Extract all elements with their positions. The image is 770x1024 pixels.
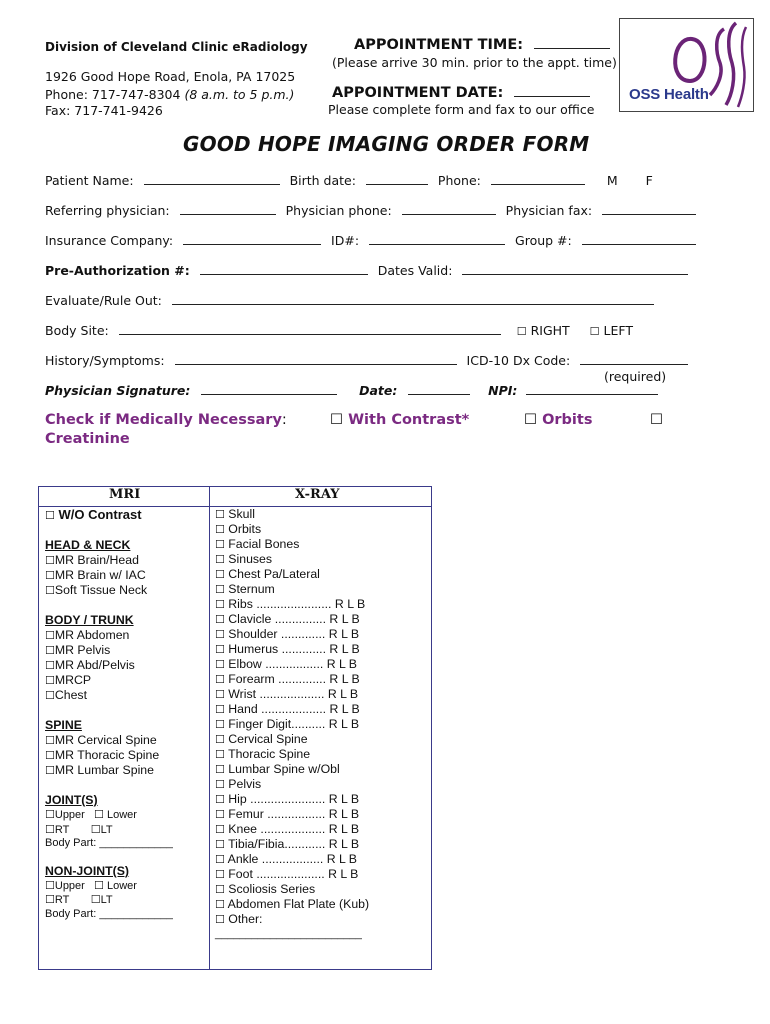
head-neck-heading: HEAD & NECK bbox=[45, 538, 131, 552]
xray-item[interactable] bbox=[215, 747, 429, 762]
xray-item-label: Ribs ...................... R L B bbox=[228, 597, 366, 611]
xray-checkbox[interactable]: ☐ bbox=[215, 673, 225, 686]
xray-item-label: Scoliosis Series bbox=[228, 882, 316, 896]
joint-rt-option[interactable]: ☐RT bbox=[45, 822, 70, 836]
column-divider bbox=[209, 487, 210, 969]
xray-checkbox[interactable]: ☐ bbox=[215, 883, 225, 896]
xray-checkbox[interactable]: ☐ bbox=[215, 658, 225, 671]
patient-phone-field[interactable] bbox=[491, 173, 585, 185]
dates-valid-label: Dates Valid: bbox=[377, 263, 453, 278]
logo-text: OSS Health bbox=[629, 86, 709, 103]
xray-checkbox[interactable]: ☐ bbox=[215, 778, 225, 791]
appointment-time-field[interactable] bbox=[534, 37, 610, 49]
orbits-label: Orbits bbox=[542, 412, 593, 428]
phone-number: 717-747-8304 bbox=[91, 87, 181, 102]
group-field[interactable] bbox=[582, 233, 696, 245]
xray-checkbox[interactable]: ☐ bbox=[215, 808, 225, 821]
creatinine-label: Creatinine bbox=[45, 431, 130, 447]
xray-checkbox[interactable]: ☐ bbox=[215, 508, 225, 521]
nonjoint-rt-option[interactable]: ☐RT bbox=[45, 893, 70, 907]
nonjoint-heading: NON-JOINT(S) bbox=[45, 863, 130, 878]
xray-item[interactable] bbox=[215, 612, 429, 627]
sex-m-option[interactable]: M bbox=[606, 173, 618, 188]
physician-phone-label: Physician phone: bbox=[285, 203, 392, 218]
with-contrast-checkbox[interactable]: ☐ bbox=[330, 412, 343, 428]
xray-item-label: Knee ................... R L B bbox=[228, 822, 360, 836]
right-label: RIGHT bbox=[530, 323, 570, 338]
mri-list bbox=[45, 507, 207, 922]
xray-checkbox[interactable]: ☐ bbox=[215, 868, 225, 881]
xray-item-label: Skull bbox=[228, 507, 255, 521]
xray-item[interactable] bbox=[215, 627, 429, 642]
xray-item[interactable] bbox=[215, 867, 429, 882]
insurance-label: Insurance Company: bbox=[45, 233, 174, 248]
referring-row bbox=[45, 203, 696, 218]
mri-item-thoracic-spine[interactable]: ☐MR Thoracic Spine bbox=[45, 748, 160, 762]
with-contrast-option[interactable] bbox=[330, 412, 469, 428]
address: 1926 Good Hope Road, Enola, PA 17025 bbox=[45, 69, 296, 84]
nonjoint-lower-option[interactable]: ☐ Lower bbox=[94, 878, 137, 892]
xray-item-label: Lumbar Spine w/Obl bbox=[228, 762, 340, 776]
xray-item[interactable] bbox=[215, 852, 429, 867]
xray-item[interactable] bbox=[215, 807, 429, 822]
patient-name-row bbox=[45, 173, 653, 188]
xray-checkbox[interactable]: ☐ bbox=[215, 733, 225, 746]
patient-name-label: Patient Name: bbox=[45, 173, 134, 188]
xray-item[interactable] bbox=[215, 777, 429, 792]
preauth-row bbox=[45, 263, 688, 278]
mri-item-abd-pelvis[interactable]: ☐MR Abd/Pelvis bbox=[45, 658, 135, 672]
xray-checkbox[interactable]: ☐ bbox=[215, 628, 225, 641]
left-label: LEFT bbox=[603, 323, 633, 338]
joint-heading: JOINT(S) bbox=[45, 793, 98, 807]
xray-item-label: Hand ................... R L B bbox=[228, 702, 360, 716]
xray-item-label: Other: bbox=[228, 912, 263, 926]
xray-checkbox[interactable]: ☐ bbox=[215, 853, 225, 866]
history-row bbox=[45, 353, 688, 368]
form-title: GOOD HOPE IMAGING ORDER FORM bbox=[183, 132, 590, 156]
mri-item-soft-tissue-neck[interactable]: ☐Soft Tissue Neck bbox=[45, 583, 148, 597]
preauth-label: Pre-Authorization #: bbox=[45, 263, 190, 278]
body-site-field[interactable] bbox=[119, 323, 501, 335]
oss-health-logo bbox=[619, 18, 754, 112]
physician-fax-field[interactable] bbox=[602, 203, 696, 215]
spine-heading: SPINE bbox=[45, 718, 82, 732]
joint-options bbox=[45, 808, 207, 851]
xray-checkbox[interactable]: ☐ bbox=[215, 523, 225, 536]
id-label: ID#: bbox=[331, 233, 360, 248]
xray-item-label: Finger Digit.......... R L B bbox=[228, 717, 360, 731]
xray-item[interactable] bbox=[215, 582, 429, 597]
xray-item[interactable] bbox=[215, 702, 429, 717]
xray-item[interactable] bbox=[215, 522, 429, 537]
icd-required-note: (required) bbox=[604, 369, 667, 384]
division-name: Division of Cleveland Clinic eRadiology bbox=[45, 40, 308, 54]
right-checkbox[interactable]: ☐ bbox=[516, 325, 527, 338]
nonjoint-lt-option[interactable]: ☐LT bbox=[90, 893, 113, 907]
xray-checkbox[interactable]: ☐ bbox=[215, 553, 225, 566]
xray-item[interactable] bbox=[215, 642, 429, 657]
appointment-time-note: (Please arrive 30 min. prior to the appt. time) bbox=[332, 55, 617, 70]
xray-item-label: Sinuses bbox=[228, 552, 273, 566]
xray-item-label: Pelvis bbox=[228, 777, 262, 791]
xray-item[interactable] bbox=[215, 897, 429, 912]
physician-fax-label: Physician fax: bbox=[505, 203, 593, 218]
patient-name-field[interactable] bbox=[144, 173, 280, 185]
xray-item-label: Sternum bbox=[228, 582, 275, 596]
body-site-label: Body Site: bbox=[45, 323, 109, 338]
xray-item-label: Foot .................... R L B bbox=[228, 867, 359, 881]
xray-checkbox[interactable]: ☐ bbox=[215, 703, 225, 716]
xray-item[interactable] bbox=[215, 837, 429, 852]
icd-label: ICD-10 Dx Code: bbox=[466, 353, 571, 368]
xray-item-label: Shoulder ............. R L B bbox=[228, 627, 360, 641]
appointment-date-note: Please complete form and fax to our office bbox=[328, 102, 595, 117]
xray-item-label: Orbits bbox=[228, 522, 262, 536]
phone-line bbox=[45, 87, 294, 102]
mri-item-brain-iac[interactable]: ☐MR Brain w/ IAC bbox=[45, 568, 146, 582]
xray-item-label: Humerus ............. R L B bbox=[228, 642, 360, 656]
mri-header: MRI bbox=[109, 487, 141, 502]
xray-item[interactable] bbox=[215, 762, 429, 777]
creatinine-checkbox[interactable]: ☐ bbox=[650, 412, 663, 428]
appointment-date-field[interactable] bbox=[514, 85, 590, 97]
orbits-checkbox[interactable]: ☐ bbox=[524, 412, 537, 428]
xray-item-label: Forearm .............. R L B bbox=[228, 672, 360, 686]
xray-item-label: Femur ................. R L B bbox=[228, 807, 360, 821]
medically-necessary-label: Check if Medically Necessary bbox=[45, 412, 282, 428]
xray-item-label: Tibia/Fibia............ R L B bbox=[228, 837, 360, 851]
xray-item[interactable] bbox=[215, 597, 429, 612]
xray-item-label: Wrist ................... R L B bbox=[228, 687, 359, 701]
mri-item-brain-head[interactable]: ☐MR Brain/Head bbox=[45, 553, 139, 567]
xray-item[interactable] bbox=[215, 507, 429, 522]
birth-date-label: Birth date: bbox=[289, 173, 356, 188]
with-contrast-label: With Contrast* bbox=[348, 412, 470, 428]
appointment-date-label: APPOINTMENT DATE: bbox=[332, 85, 590, 101]
physician-phone-field[interactable] bbox=[402, 203, 496, 215]
xray-item-label: Clavicle ............... R L B bbox=[228, 612, 360, 626]
xray-item[interactable] bbox=[215, 672, 429, 687]
xray-item-label: Hip ...................... R L B bbox=[228, 792, 360, 806]
xray-header: X-RAY bbox=[295, 487, 340, 502]
xray-checkbox[interactable]: ☐ bbox=[215, 583, 225, 596]
xray-checkbox[interactable]: ☐ bbox=[215, 568, 225, 581]
xray-checkbox[interactable]: ☐ bbox=[215, 643, 225, 656]
phone-label: Phone: bbox=[45, 87, 92, 102]
mri-item-mrcp[interactable]: ☐MRCP bbox=[45, 673, 92, 687]
mri-item-abdomen[interactable]: ☐MR Abdomen bbox=[45, 628, 130, 642]
xray-item[interactable] bbox=[215, 657, 429, 672]
body-site-row bbox=[45, 323, 633, 338]
order-table bbox=[38, 486, 432, 970]
date-label: Date bbox=[359, 383, 393, 398]
xray-list bbox=[215, 507, 429, 927]
birth-date-field[interactable] bbox=[366, 173, 428, 185]
wo-contrast-option[interactable]: ☐ W/O Contrast bbox=[45, 507, 142, 522]
xray-item[interactable] bbox=[215, 732, 429, 747]
evaluate-field[interactable] bbox=[172, 293, 654, 305]
signature-label: Physician Signature bbox=[45, 383, 186, 398]
insurance-field[interactable] bbox=[183, 233, 321, 245]
insurance-row bbox=[45, 233, 696, 248]
xray-item-label: Facial Bones bbox=[228, 537, 300, 551]
orbits-option[interactable] bbox=[524, 412, 592, 428]
xray-item[interactable] bbox=[215, 717, 429, 732]
evaluate-row bbox=[45, 293, 654, 308]
npi-label: NPI: bbox=[488, 383, 518, 398]
group-label: Group #: bbox=[515, 233, 572, 248]
id-field[interactable] bbox=[369, 233, 505, 245]
xray-item[interactable] bbox=[215, 687, 429, 702]
history-label: History/Symptoms: bbox=[45, 353, 165, 368]
nonjoint-body-part-field[interactable]: Body Part: ____________ bbox=[45, 907, 173, 920]
xray-checkbox[interactable]: ☐ bbox=[215, 748, 225, 761]
mri-item-pelvis[interactable]: ☐MR Pelvis bbox=[45, 643, 111, 657]
xray-item-label: Abdomen Flat Plate (Kub) bbox=[227, 897, 370, 911]
xray-checkbox[interactable]: ☐ bbox=[215, 898, 225, 911]
phone-label-field: Phone: bbox=[437, 173, 481, 188]
xray-item-label: Elbow ................. R L B bbox=[228, 657, 357, 671]
xray-item-label: Chest Pa/Lateral bbox=[228, 567, 320, 581]
xray-checkbox[interactable]: ☐ bbox=[215, 538, 225, 551]
xray-checkbox[interactable]: ☐ bbox=[215, 823, 225, 836]
xray-checkbox[interactable]: ☐ bbox=[215, 763, 225, 776]
appointment-time-label: APPOINTMENT TIME: bbox=[354, 37, 610, 53]
joint-lower-option[interactable]: ☐ Lower bbox=[94, 808, 137, 821]
icd-field[interactable] bbox=[580, 353, 688, 365]
xray-other-line[interactable]: ________________________ bbox=[215, 928, 362, 940]
mri-item-cervical-spine[interactable]: ☐MR Cervical Spine bbox=[45, 733, 157, 747]
xray-item[interactable] bbox=[215, 912, 429, 927]
xray-item[interactable] bbox=[215, 537, 429, 552]
xray-checkbox[interactable]: ☐ bbox=[215, 793, 225, 806]
xray-item[interactable] bbox=[215, 552, 429, 567]
mri-item-lumbar-spine[interactable]: ☐MR Lumbar Spine bbox=[45, 763, 154, 777]
xray-checkbox[interactable]: ☐ bbox=[215, 688, 225, 701]
nonjoint-options bbox=[45, 879, 207, 922]
xray-item[interactable] bbox=[215, 792, 429, 807]
signature-field[interactable] bbox=[201, 383, 337, 395]
npi-field[interactable] bbox=[526, 383, 658, 395]
xray-item-label: Cervical Spine bbox=[228, 732, 308, 746]
body-trunk-heading: BODY / TRUNK bbox=[45, 613, 134, 627]
xray-item[interactable] bbox=[215, 882, 429, 897]
signature-row: Physician Signature: Date: NPI: bbox=[45, 383, 658, 398]
history-field[interactable] bbox=[175, 353, 457, 365]
xray-item-label: Ankle .................. R L B bbox=[227, 852, 358, 866]
dates-valid-field[interactable] bbox=[462, 263, 688, 275]
evaluate-label: Evaluate/Rule Out: bbox=[45, 293, 162, 308]
fax: Fax: 717-741-9426 bbox=[45, 103, 163, 118]
sex-f-option[interactable]: F bbox=[645, 173, 653, 188]
preauth-field[interactable] bbox=[200, 263, 368, 275]
signature-date-field[interactable] bbox=[408, 383, 470, 395]
xray-checkbox[interactable]: ☐ bbox=[215, 718, 225, 731]
joint-upper-option[interactable]: ☐Upper bbox=[45, 808, 85, 821]
left-checkbox[interactable]: ☐ bbox=[589, 325, 600, 338]
xray-checkbox[interactable]: ☐ bbox=[215, 838, 225, 851]
xray-checkbox[interactable]: ☐ bbox=[215, 598, 225, 611]
xray-checkbox[interactable]: ☐ bbox=[215, 613, 225, 626]
xray-checkbox[interactable]: ☐ bbox=[215, 913, 225, 926]
mri-item-chest[interactable]: ☐Chest bbox=[45, 688, 87, 702]
nonjoint-upper-option[interactable]: ☐Upper bbox=[45, 878, 85, 892]
referring-physician-label: Referring physician: bbox=[45, 203, 170, 218]
xray-item[interactable] bbox=[215, 567, 429, 582]
medically-necessary-row: Check if Medically Necessary: bbox=[45, 412, 287, 428]
joint-body-part-field[interactable]: Body Part: ____________ bbox=[45, 837, 173, 850]
xray-item[interactable] bbox=[215, 822, 429, 837]
phone-hours: (8 a.m. to 5 p.m.) bbox=[184, 87, 295, 102]
xray-item-label: Thoracic Spine bbox=[228, 747, 311, 761]
joint-lt-option[interactable]: ☐LT bbox=[90, 822, 113, 836]
referring-physician-field[interactable] bbox=[180, 203, 276, 215]
